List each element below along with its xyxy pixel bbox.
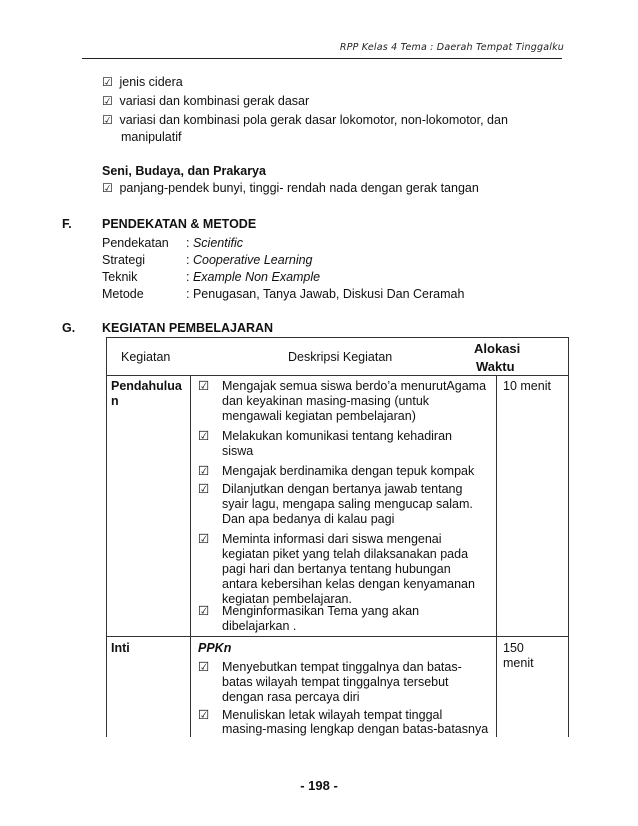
row-label: Inti <box>111 641 130 655</box>
table-line: batas wilayah tempat tinggalnya tersebut <box>222 675 449 689</box>
checkbox-icon: ☑ <box>102 113 113 127</box>
checkbox-icon: ☑ <box>198 464 210 478</box>
method-label: Metode <box>102 287 144 301</box>
table-line: dibelajarkan . <box>222 619 297 633</box>
table-line: Dan apa bedanya di kalau pagi <box>222 512 395 526</box>
column-header: Waktu <box>476 359 515 374</box>
time-allocation: menit <box>503 656 534 670</box>
table-line: Mengajak semua siswa berdo’a menurutAgama <box>222 379 487 393</box>
method-value: : Penugasan, Tanya Jawab, Diskusi Dan Ceramah <box>186 287 465 301</box>
column-header: Deskripsi Kegiatan <box>288 350 393 364</box>
section-letter: F. <box>62 217 72 231</box>
checkbox-icon: ☑ <box>102 94 113 108</box>
header-divider <box>82 58 562 59</box>
checkbox-icon: ☑ <box>102 75 113 89</box>
section-heading: PENDEKATAN & METODE <box>102 217 257 231</box>
row-label: Pendahulua <box>111 379 182 393</box>
list-item: ☑ variasi dan kombinasi pola gerak dasar lokomotor, non-lokomotor, dan <box>102 113 508 127</box>
table-line: Dilanjutkan dengan bertanya jawab tentang <box>222 482 463 496</box>
method-label: Teknik <box>102 270 138 284</box>
table-line: siswa <box>222 444 254 458</box>
checkbox-icon: ☑ <box>198 708 210 722</box>
table-border <box>496 375 497 737</box>
table-line: Menuliskan letak wilayah tempat tinggal <box>222 708 443 722</box>
table-line: mengawali kegiatan pembelajaran) <box>222 409 416 423</box>
method-value: : Example Non Example <box>186 270 321 284</box>
checkbox-icon: ☑ <box>198 532 210 546</box>
subject-label: PPKn <box>198 641 232 655</box>
column-header: Kegiatan <box>121 350 171 364</box>
column-header: Alokasi <box>474 341 521 356</box>
table-line: Mengajak berdinamika dengan tepuk kompak <box>222 464 475 478</box>
checkbox-icon: ☑ <box>198 604 210 618</box>
section-heading: KEGIATAN PEMBELAJARAN <box>102 321 274 335</box>
table-line: Melakukan komunikasi tentang kehadiran <box>222 429 452 443</box>
table-border <box>106 375 568 376</box>
table-line: dengan rasa percaya diri <box>222 690 360 704</box>
table-line: kegiatan piket yang telah dilaksanakan pada <box>222 547 469 561</box>
page-number: - 198 - <box>300 778 338 793</box>
method-value: : Cooperative Learning <box>186 253 313 267</box>
subject-heading: Seni, Budaya, dan Prakarya <box>102 164 266 178</box>
method-value: : Scientific <box>186 236 243 250</box>
time-allocation: 10 menit <box>503 379 551 393</box>
table-line: pagi hari dan bertanya tentang hubungan <box>222 562 451 576</box>
table-border <box>106 337 107 737</box>
checkbox-icon: ☑ <box>102 181 113 195</box>
table-border <box>568 337 569 737</box>
checkbox-icon: ☑ <box>198 660 210 674</box>
table-border <box>106 636 568 637</box>
table-line: Menginformasikan Tema yang akan <box>222 604 420 618</box>
table-line: dan keyakinan masing-masing (untuk <box>222 394 430 408</box>
checkbox-icon: ☑ <box>198 482 210 496</box>
section-letter: G. <box>62 321 76 335</box>
table-line: kegiatan pembelajaran. <box>222 592 352 606</box>
list-item: ☑ panjang-pendek bunyi, tinggi- rendah nada dengan gerak tangan <box>102 181 479 195</box>
list-item: ☑ variasi dan kombinasi gerak dasar <box>102 94 310 108</box>
table-line: syair lagu, mengapa saling mengucap salam. <box>222 497 473 511</box>
table-border <box>106 337 568 338</box>
time-allocation: 150 <box>503 641 524 655</box>
list-item: ☑ jenis cidera <box>102 75 183 89</box>
table-border <box>190 375 191 737</box>
table-line: Meminta informasi dari siswa mengenai <box>222 532 442 546</box>
table-line: Menyebutkan tempat tinggalnya dan batas- <box>222 660 462 674</box>
table-line: masing-masing lengkap dengan batas-batasnya <box>222 722 489 736</box>
running-header: RPP Kelas 4 Tema : Daerah Tempat Tinggalku <box>339 42 564 53</box>
method-label: Strategi <box>102 253 146 267</box>
table-line: antara kebersihan kelas dengan kenyamanan <box>222 577 475 591</box>
row-label: n <box>111 394 119 408</box>
list-item-continuation: manipulatif <box>121 130 182 144</box>
checkbox-icon: ☑ <box>198 429 210 443</box>
method-label: Pendekatan <box>102 236 169 250</box>
checkbox-icon: ☑ <box>198 379 210 393</box>
